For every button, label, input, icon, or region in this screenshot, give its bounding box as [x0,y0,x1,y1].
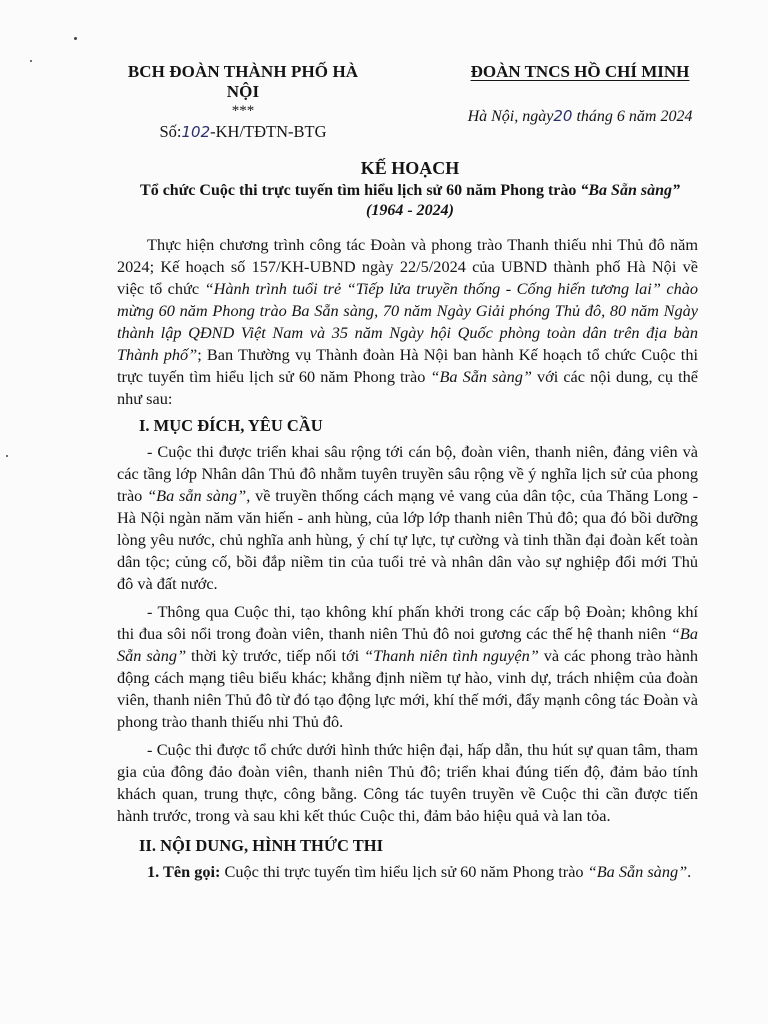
issuing-org-block [118,62,368,142]
handwritten-number: 102 [181,123,211,141]
section-heading-content: II. NỘI DUNG, HÌNH THỨC THI [139,836,384,855]
issuing-org-name: BCH ĐOÀN THÀNH PHỐ HÀ NỘI [127,62,359,101]
document-years: (1964 - 2024) [366,202,454,219]
document-title-block [60,158,760,220]
handwritten-day: 20 [553,107,573,125]
purpose-paragraph-1: - Cuộc thi được triển khai sâu rộng tới cán bộ, đoàn viên, thanh niên, đảng viên và các tầng lớp Nhân dân Thủ đô nhằm tuyên truyền sâu rộng về ý nghĩa lịch sử của phong trào “Ba sẵn sàng”, về truyền thống cách mạng vẻ vang của dân tộc, của Thăng Long - Hà Nội ngàn năm văn hiến - anh hùng, của lớp lớp thanh niên Thủ đô; qua đó bồi dưỡng lòng yêu nước, chủ nghĩa anh hùng, ý chí tự lực, tự cường và tinh thần đại đoàn kết toàn dân tộc; củng cố, bồi đắp niềm tin của tuổi trẻ và nhân dân vào sự nghiệp đổi mới Thủ đô và đất nước. [117,442,698,593]
union-org-block [430,62,730,126]
section-heading-purpose: I. MỤC ĐÍCH, YÊU CẦU [139,416,323,435]
union-org-name: ĐOÀN TNCS HỒ CHÍ MINH [470,62,690,81]
document-title: KẾ HOẠCH [360,158,460,178]
scan-speck [6,455,8,457]
scan-speck [30,60,32,62]
document-number: Số:102-KH/TĐTN-BTG [159,122,327,141]
purpose-paragraph-3: - Cuộc thi được tổ chức dưới hình thức hiện đại, hấp dẫn, thu hút sự quan tâm, tham gia của đông đảo đoàn viên, thanh niên Thủ đô; triển khai đúng tiến độ, đảm bảo tính khách quan, trung thực, công bằng. Công tác tuyên truyền về Cuộc thi cần được tiến hành trước, trong và sau khi kết thúc Cuộc thi, đảm bảo hiệu quả và lan tỏa. [117,740,698,825]
document-subtitle: Tổ chức Cuộc thi trực tuyến tìm hiểu lịch sử 60 năm Phong trào “Ba Sẵn sàng” [140,182,680,199]
place-date: Hà Nội, ngày20 tháng 6 năm 2024 [467,107,693,125]
intro-paragraph: Thực hiện chương trình công tác Đoàn và phong trào Thanh thiếu nhi Thủ đô năm 2024; Kế hoạch số 157/KH-UBND ngày 22/5/2024 của UBND thành phố Hà Nội về việc tổ chức “Hành trình tuổi trẻ “Tiếp lửa truyền thống - Cống hiến tương lai” chào mừng 60 năm Phong trào Ba Sẵn sàng, 70 năm Ngày Giải phóng Thủ đô, 80 năm Ngày thành lập QĐND Việt Nam và 35 năm Ngày hội Quốc phòng toàn dân trên địa bàn Thành phố”; Ban Thường vụ Thành đoàn Hà Nội ban hành Kế hoạch tổ chức Cuộc thi trực tuyến tìm hiểu lịch sử 60 năm Phong trào “Ba Sẵn sàng” với các nội dung, cụ thể như sau: [117,235,698,408]
document-body [117,234,698,883]
content-item-name: 1. Tên gọi: Cuộc thi trực tuyến tìm hiểu lịch sử 60 năm Phong trào “Ba Sẵn sàng”. [147,862,692,881]
decorative-stars: *** [231,103,255,119]
purpose-paragraph-2: - Thông qua Cuộc thi, tạo không khí phấn khởi trong các cấp bộ Đoàn; không khí thi đua sôi nổi trong đoàn viên, thanh niên Thủ đô noi gương các thế hệ thanh niên “Ba Sẵn sàng” thời kỳ trước, tiếp nối tới “Thanh niên tình nguyện” và các phong trào hành động cách mạng tiêu biểu khác; khẳng định niềm tự hào, vinh dự, trách nhiệm của đoàn viên, thanh niên Thủ đô từ đó tạo động lực mới, khí thế mới, đẩy mạnh công tác Đoàn và phong trào thanh thiếu nhi Thủ đô. [117,602,699,731]
scan-speck [74,37,77,40]
